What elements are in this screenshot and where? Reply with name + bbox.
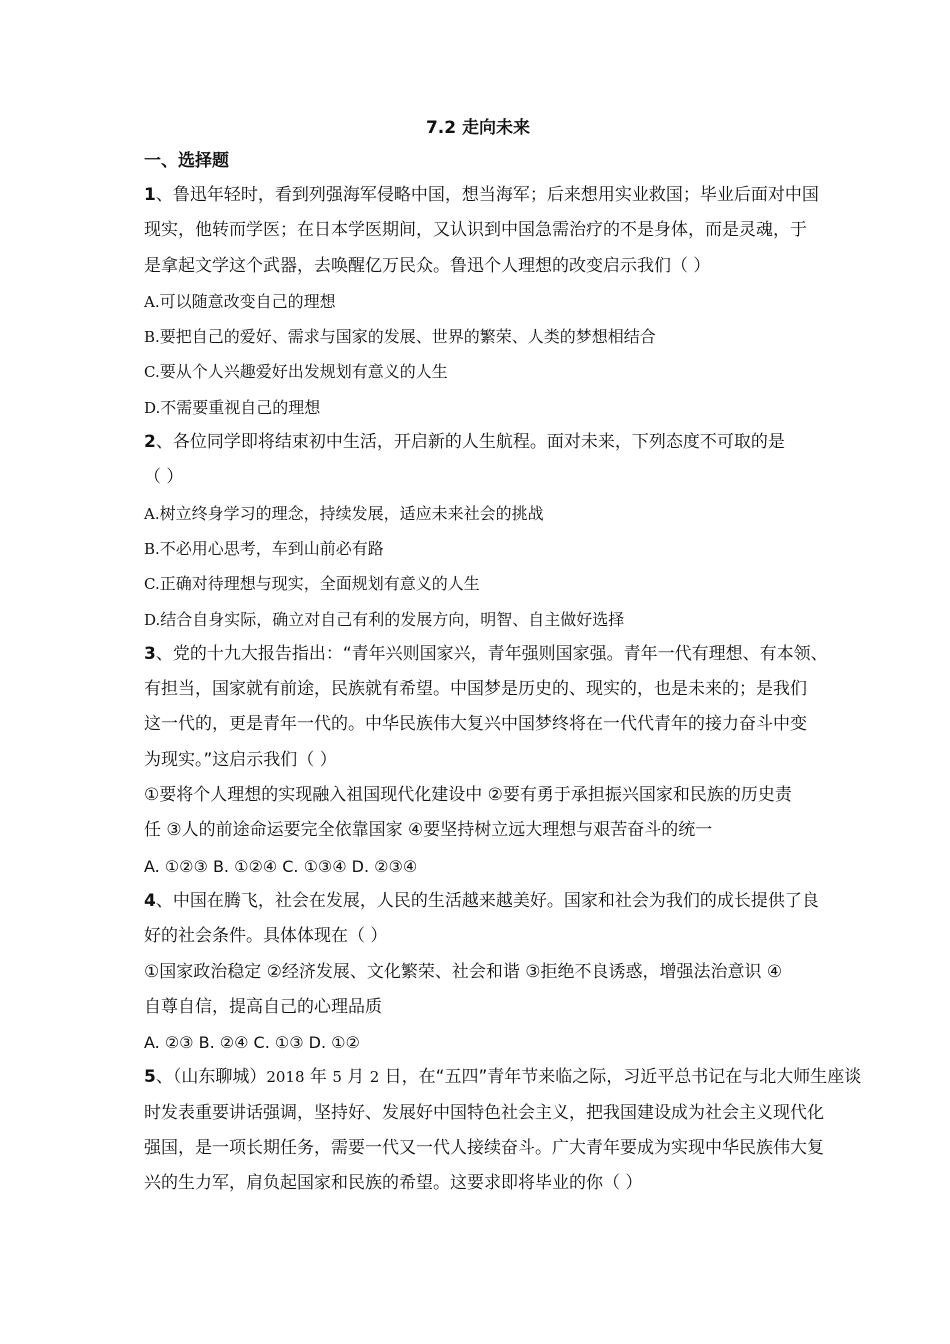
option-c (144, 566, 812, 601)
option-letter: C. (144, 575, 160, 594)
option-a (144, 496, 812, 531)
question-line (144, 637, 828, 672)
question-text: 月 (341, 1067, 370, 1088)
question-number: 3 (144, 643, 156, 664)
option-text: 可以随意改变自己的理想 (159, 291, 336, 311)
doc-title: 7.2 走向未来 (425, 118, 531, 138)
statement-line: ①要将个人理想的实现融入祖国现代化建设中 ②要有勇于承担振兴国家和民族的历史责 (144, 785, 792, 806)
question-2 (144, 425, 812, 637)
question-line (144, 1060, 862, 1095)
question-line: 有担当，国家就有前途，民族就有希望。中国梦是历史的、现实的，也是未来的；是我们 (144, 679, 807, 700)
statement-line: 任 ③人的前途命运要完全依靠国家 ④要坚持树立远大理想与艰苦奋斗的统一 (144, 820, 713, 841)
option-letter: B. (144, 539, 160, 558)
question-line: 兴的生力军，肩负起国家和民族的希望。这要求即将毕业的你（ ） (144, 1173, 643, 1194)
day-value: 2 (369, 1068, 380, 1087)
option-letter: D. (144, 610, 161, 629)
question-1 (144, 178, 819, 425)
statement-line: 自尊自信，提高自己的心理品质 (144, 996, 382, 1017)
answer-options: A. ①②③ B. ①②④ C. ①③④ D. ②③④ (144, 856, 418, 876)
question-number: 1 (144, 185, 156, 205)
question-line: 强国，是一项长期任务，需要一代又一代人接续奋斗。广大青年要成为实现中华民族伟大复 (144, 1138, 824, 1159)
month-value: 5 (332, 1068, 342, 1087)
option-letter: B. (144, 328, 160, 347)
question-text: 、中国在腾飞，社会在发展，人民的生活越来越美好。国家和社会为我们的成长提供了良 (155, 890, 819, 911)
option-letter: D. (144, 398, 161, 417)
option-text: 结合自身实际，确立对自己有利的发展方向，明智、自主做好选择 (160, 609, 625, 629)
question-line: 现实，他转而学医；在日本学医期间，又认识到中国急需治疗的不是身体，而是灵魂，于 (144, 220, 807, 241)
option-a (144, 284, 812, 319)
question-text: 、党的十九大报告指出：“青年兴则国家兴，青年强则国家强。青年一代有理想、有本领、 (155, 643, 828, 664)
section-heading: 一、选择题 (144, 151, 229, 171)
option-text: 要从个人兴趣爱好出发规划有意义的人生 (159, 362, 448, 382)
question-line (144, 425, 812, 460)
question-source: 、（山东聊城） (155, 1067, 267, 1088)
question-4 (144, 884, 819, 1060)
document-page (144, 112, 862, 1202)
year-value: 2018 (266, 1068, 305, 1087)
question-number: 5 (144, 1067, 156, 1088)
answer-options: A. ②③ B. ②④ C. ①③ D. ①② (144, 1033, 360, 1053)
question-text: 日，在“五四”青年节来临之际，习近平总书记在与北大师生座谈 (379, 1067, 862, 1088)
question-text: 、各位同学即将结束初中生活，开启新的人生航程。面对未来，下列态度不可取的是 (155, 432, 785, 453)
question-number: 2 (144, 432, 156, 453)
statement-line: ①国家政治稳定 ②经济发展、文化繁荣、社会和谐 ③拒绝不良诱惑，增强法治意识 ④ (144, 961, 783, 982)
question-line: 时发表重要讲话强调，坚持好、发展好中国特色社会主义，把我国建设成为社会主义现代化 (144, 1102, 824, 1123)
option-b (144, 319, 812, 354)
question-line (144, 884, 819, 919)
question-number: 4 (144, 890, 156, 911)
question-3 (144, 637, 828, 884)
option-text: 不需要重视自己的理想 (160, 397, 321, 417)
option-d (144, 390, 812, 425)
question-text: 、鲁迅年轻时，看到列强海军侵略中国，想当海军；后来想用实业救国；毕业后面对中国 (155, 185, 819, 205)
question-text: 年 (304, 1067, 333, 1088)
option-letter: A. (144, 504, 160, 523)
option-b (144, 531, 812, 566)
option-text: 不必用心思考，车到山前必有路 (159, 538, 384, 558)
option-d (144, 602, 812, 637)
question-line: （ ） (144, 467, 184, 488)
option-text: 要把自己的爱好、需求与国家的发展、世界的繁荣、人类的梦想相结合 (159, 327, 656, 347)
option-c (144, 354, 812, 389)
question-line: 好的社会条件。具体体现在（ ） (144, 926, 388, 947)
question-line (144, 178, 819, 213)
question-line: 是拿起文学这个武器，去唤醒亿万民众。鲁迅个人理想的改变启示我们（ ） (144, 255, 711, 276)
option-text: 树立终身学习的理念，持续发展，适应未来社会的挑战 (159, 503, 544, 523)
question-line: 为现实。”这启示我们（ ） (144, 749, 337, 770)
option-text: 正确对待理想与现实，全面规划有意义的人生 (159, 574, 480, 594)
option-letter: A. (144, 292, 160, 311)
question-5 (144, 1060, 862, 1201)
option-letter: C. (144, 363, 160, 382)
question-line: 这一代的，更是青年一代的。中华民族伟大复兴中国梦终将在一代代青年的接力奋斗中变 (144, 714, 807, 735)
